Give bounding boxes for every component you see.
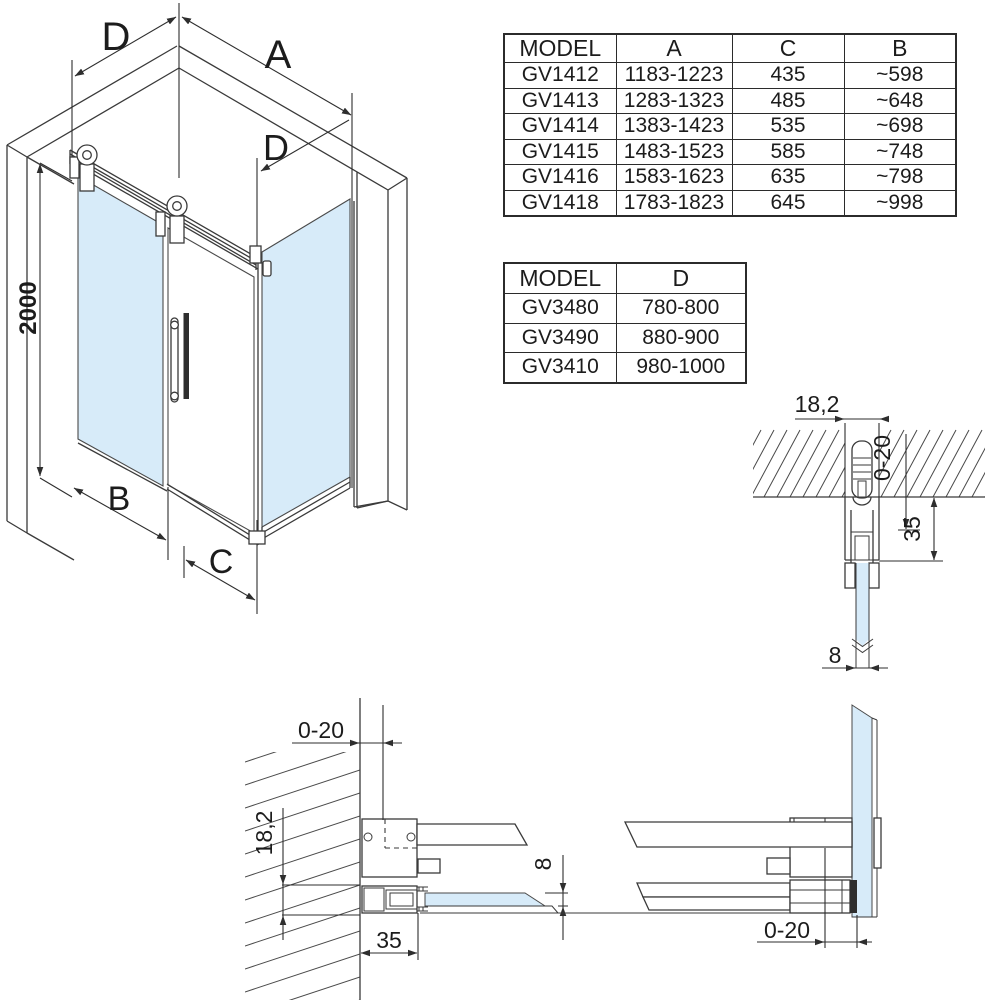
table-cell: 1283-1323 [616,88,732,114]
bottom-rail-plan [560,880,857,913]
door-plan-detail [230,690,580,1000]
bracket-tab [767,858,790,874]
table-row [504,63,956,89]
table-row [504,165,956,191]
side-glass-panel [262,199,350,527]
wall-section-detail [740,390,1000,690]
table-cell: GV1415 [504,139,616,165]
table-cell: 1783-1823 [616,190,732,216]
sliding-door-panel [168,228,254,533]
table-cell: 635 [732,165,844,191]
table-cell: GV1413 [504,88,616,114]
glass-clamp [874,818,881,868]
table-cell: 535 [732,114,844,140]
table-cell: GV1416 [504,165,616,191]
table-cell: GV3410 [504,353,616,383]
table-cell: 1583-1623 [616,165,732,191]
wall-profile-plan [362,886,428,913]
table-cell: ~798 [844,165,956,191]
track-arm [417,824,527,845]
dim-label-a: A [264,33,292,77]
table-cell: 1183-1223 [616,63,732,89]
column-header: C [732,34,844,63]
roller-bracket-plan [362,819,527,877]
table-row [504,114,956,140]
table-cell: 1383-1423 [616,114,732,140]
table-row [504,323,746,353]
glass-pane-plan [420,893,580,913]
column-header: A [616,34,732,63]
table-row [504,353,746,383]
dim-label-adjust-range: 0-20 [869,434,895,482]
dim-label-glass-thickness: 8 [828,642,842,668]
track-arm [625,822,852,847]
dim-label-c: C [208,543,234,581]
table-cell: 585 [732,139,844,165]
gasket-strip [850,880,857,913]
roller-bracket-plan [625,818,852,877]
main-models-table [503,33,957,217]
dim-label-adjust-range: 0-20 [763,917,811,943]
dim-label-height-2000: 2000 [15,281,42,335]
table-cell: 1483-1523 [616,139,732,165]
table-cell: GV3480 [504,294,616,324]
table-cell: 485 [732,88,844,114]
table-cell: ~698 [844,114,956,140]
table-cell: 645 [732,190,844,216]
table-cell: GV1418 [504,190,616,216]
table-header-row [504,34,956,63]
wall-hatching [245,724,360,1000]
dim-label-glass-thickness: 8 [530,857,556,871]
isometric-view [0,0,480,665]
table-cell: ~998 [844,190,956,216]
door-foot-guide [249,531,265,544]
table-cell: ~598 [844,63,956,89]
dim-label-adjust-range: 0-20 [297,717,345,743]
table-row [504,88,956,114]
track-end-bracket [250,246,261,263]
dim-label-d-side: D [263,127,289,168]
table-cell: 780-800 [616,294,746,324]
table-header-row [504,263,746,294]
dim-label-d-top: D [101,15,131,59]
roller-left [77,145,97,191]
roller-right [156,196,187,243]
bracket-tab [418,859,440,873]
table-cell: GV3490 [504,323,616,353]
column-header: B [844,34,956,63]
table-row [504,294,746,324]
side-models-table [503,262,747,384]
dim-label-profile-depth: 35 [899,516,925,542]
dim-label-b: B [107,480,131,518]
table-row [504,190,956,216]
column-header: MODEL [504,263,616,294]
wall-clip [263,261,271,276]
column-header: D [616,263,746,294]
table-cell: GV1414 [504,114,616,140]
dim-label-profile-depth: 35 [376,927,402,953]
table-cell: GV1412 [504,63,616,89]
table-row [504,139,956,165]
table-cell: 980-1000 [616,353,746,383]
track-wall-bracket [70,157,79,178]
column-header: MODEL [504,34,616,63]
panel-plan-detail [560,690,1000,1000]
table-cell: ~748 [844,139,956,165]
table-cell: 880-900 [616,323,746,353]
table-cell: 435 [732,63,844,89]
table-cell: ~648 [844,88,956,114]
dim-label-profile-width: 18,2 [251,810,277,856]
dim-label-profile-width: 18,2 [794,391,840,417]
fixed-glass-panel [78,176,163,486]
